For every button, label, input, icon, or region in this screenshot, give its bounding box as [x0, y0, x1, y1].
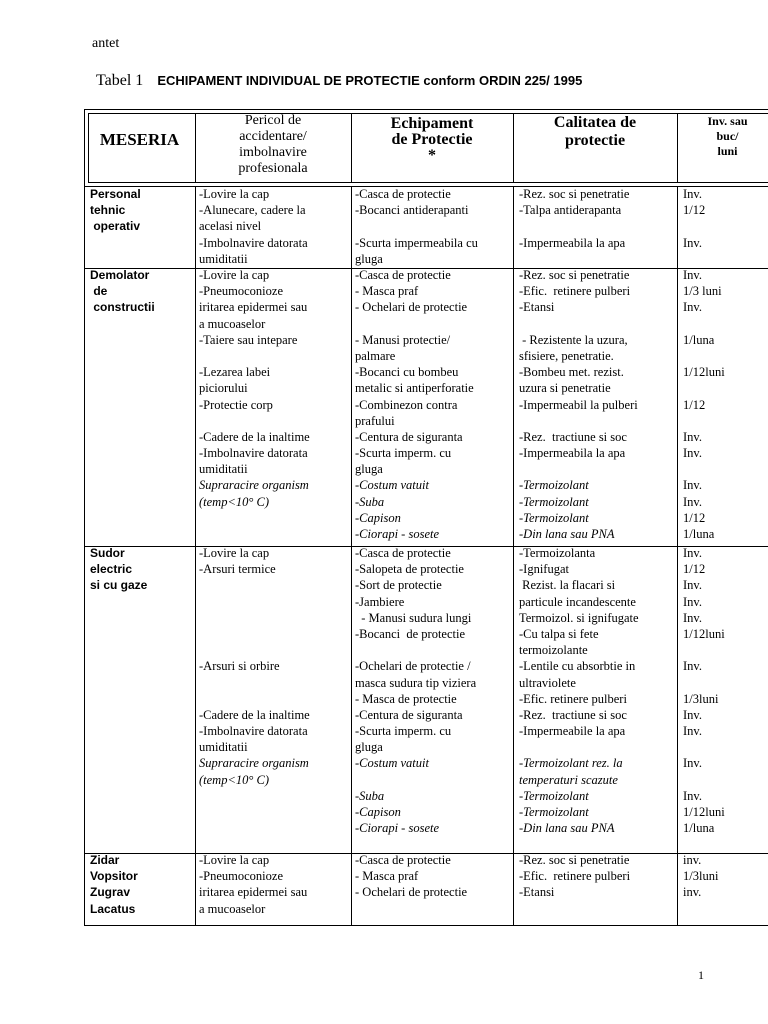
- table-cell-inv: [683, 186, 705, 267]
- cell-line: -Rez. soc si penetratie: [519, 268, 630, 282]
- column-header-pericol-line: profesionala: [238, 161, 308, 176]
- cell-line: Demolator: [90, 268, 150, 282]
- cell-line: uzura si penetratie: [519, 381, 611, 396]
- table-title-text: ECHIPAMENT INDIVIDUAL DE PROTECTIE conform ORDIN 225/ 1995: [157, 73, 583, 88]
- cell-line: [683, 642, 725, 658]
- cell-line: Inv.: [683, 478, 702, 493]
- cell-line: -Scurta imperm. cu: [355, 724, 452, 739]
- cell-line: termoizolante: [519, 643, 588, 658]
- cell-line: iritarea epidermei sau: [199, 300, 308, 315]
- cell-line: -Lezarea labei: [199, 365, 271, 380]
- table-cell-echipament: [355, 852, 467, 917]
- cell-line: -Imbolnavire datorata: [199, 235, 308, 250]
- cell-line: sfisiere, penetratie.: [519, 348, 614, 363]
- cell-line: - Masca praf: [355, 284, 419, 299]
- cell-line: umiditatii: [199, 251, 248, 266]
- cell-line: Rezist. la flacari si: [519, 578, 616, 593]
- cell-line: constructii: [90, 300, 155, 315]
- cell-line: [199, 675, 310, 691]
- cell-line: -Arsuri si orbire: [199, 659, 280, 674]
- cell-line: 1/12luni: [683, 805, 725, 819]
- cell-line: -Rez. tractiune si soc: [519, 429, 627, 444]
- cell-line: [355, 316, 474, 332]
- cell-line: umiditatii: [199, 740, 248, 755]
- cell-line: - Rezistente la uzura,: [519, 332, 628, 347]
- cell-line: [683, 413, 725, 429]
- cell-line: Inv.: [683, 446, 702, 461]
- cell-line: 1/3luni: [683, 869, 719, 884]
- cell-line: -Termoizolant: [519, 788, 589, 803]
- cell-line: -Sort de protectie: [355, 578, 442, 593]
- cell-line: -Rez. soc si penetratie: [519, 187, 630, 201]
- cell-line: Zidar: [90, 853, 120, 867]
- cell-line: -Suba: [355, 788, 385, 803]
- cell-line: -Rez. soc si penetratie: [519, 853, 630, 867]
- column-divider: [677, 187, 678, 925]
- cell-line: -Lovire la cap: [199, 268, 270, 282]
- cell-line: [199, 820, 310, 836]
- cell-line: -Centura de siguranta: [355, 707, 463, 722]
- cell-line: [355, 642, 476, 658]
- cell-line: Inv.: [683, 300, 702, 315]
- cell-line: Inv.: [683, 724, 702, 739]
- cell-line: temperaturi scazute: [519, 772, 618, 787]
- cell-line: -Lovire la cap: [199, 187, 270, 201]
- column-divider: [195, 187, 196, 925]
- cell-line: Termoizol. si ignifugate: [519, 610, 639, 625]
- cell-line: Lacatus: [90, 901, 136, 916]
- cell-line: [519, 316, 638, 332]
- column-header-calitatea-line: Calitatea de: [553, 114, 637, 131]
- cell-line: Inv.: [683, 187, 702, 201]
- cell-line: [683, 461, 725, 477]
- cell-line: -Termoizolant: [519, 494, 589, 509]
- column-header-inv-line: buc/: [716, 129, 739, 143]
- cell-line: [199, 348, 310, 364]
- cell-line: de: [90, 284, 108, 299]
- cell-line: Inv.: [683, 494, 702, 509]
- cell-line: -Combinezon contra: [355, 397, 458, 412]
- column-header-pericol-line: accidentare/: [239, 129, 307, 144]
- table-left-border: [84, 187, 85, 925]
- cell-line: Inv.: [683, 610, 702, 625]
- cell-line: [683, 316, 725, 332]
- cell-line: Sudor: [90, 546, 125, 560]
- cell-line: -Centura de siguranta: [355, 429, 463, 444]
- cell-line: -Impermeabila la apa: [519, 235, 626, 250]
- cell-line: gluga: [355, 251, 383, 266]
- cell-line: [683, 772, 725, 788]
- cell-line: palmare: [355, 348, 396, 363]
- cell-line: 1/luna: [683, 821, 715, 836]
- cell-line: [683, 251, 705, 267]
- cell-line: -Bocanci de protectie: [355, 626, 466, 641]
- cell-line: [519, 218, 629, 234]
- column-header-echipament-line: Echipament: [390, 115, 474, 132]
- column-header-meseria-line: MESERIA: [99, 130, 180, 149]
- table-cell-calitate: [519, 267, 638, 542]
- cell-line: -Din lana sau PNA: [519, 527, 615, 541]
- cell-line: 1/luna: [683, 527, 715, 541]
- cell-line: -Casca de protectie: [355, 268, 451, 282]
- cell-line: -Bombeu met. rezist.: [519, 365, 624, 380]
- page-number: 1: [698, 968, 704, 982]
- cell-line: -Scurta impermeabila cu: [355, 235, 478, 250]
- cell-line: [519, 901, 630, 917]
- cell-line: inv.: [683, 885, 702, 900]
- table-cell-pericol: [199, 186, 308, 267]
- table-number: Tabel 1: [96, 72, 144, 89]
- cell-line: [519, 739, 639, 755]
- cell-line: Vopsitor: [90, 869, 138, 884]
- cell-line: -Efic. retinere pulberi: [519, 869, 631, 884]
- cell-line: -Salopeta de protectie: [355, 562, 464, 577]
- cell-line: -Termoizolant: [519, 510, 589, 525]
- table-cell-calitate: [519, 852, 630, 917]
- cell-line: [519, 251, 629, 267]
- cell-line: -Cu talpa si fete: [519, 626, 599, 641]
- cell-line: -Imbolnavire datorata: [199, 724, 308, 739]
- cell-line: Supraracire organism: [199, 478, 309, 493]
- cell-line: [199, 526, 310, 542]
- cell-line: gluga: [355, 740, 383, 755]
- column-header-calitatea-line: protectie: [564, 132, 626, 149]
- table-cell-echipament: [355, 186, 478, 267]
- cell-line: -Etansi: [519, 300, 555, 315]
- cell-line: -Lovire la cap: [199, 853, 270, 867]
- cell-line: operativ: [90, 219, 141, 234]
- cell-line: -Pneumoconioze: [199, 869, 284, 884]
- table-cell-echipament: [355, 545, 476, 836]
- cell-line: 1/luna: [683, 332, 715, 347]
- table-cell-occupation: [90, 545, 147, 594]
- column-header-echipament-line: *: [428, 147, 436, 164]
- table-cell-inv: [683, 852, 718, 917]
- cell-line: [519, 461, 638, 477]
- cell-line: -Costum vatuit: [355, 756, 429, 771]
- cell-line: - Manusi sudura lungi: [355, 610, 472, 625]
- cell-line: piciorului: [199, 381, 248, 396]
- cell-line: 1/12: [683, 562, 706, 577]
- table-cell-pericol: [199, 545, 310, 836]
- cell-line: Personal: [90, 187, 141, 201]
- cell-line: -Lentile cu absorbtie in: [519, 659, 636, 674]
- cell-line: Inv.: [683, 235, 702, 250]
- cell-line: -Casca de protectie: [355, 546, 451, 560]
- table-cell-pericol: [199, 267, 310, 542]
- cell-line: metalic si antiperforatie: [355, 381, 474, 396]
- cell-line: [199, 788, 310, 804]
- cell-line: -Taiere sau intepare: [199, 332, 298, 347]
- cell-line: [683, 739, 725, 755]
- table-cell-calitate: [519, 545, 639, 836]
- cell-line: particule incandescente: [519, 594, 636, 609]
- cell-line: ultraviolete: [519, 675, 576, 690]
- cell-line: -Ochelari de protectie /: [355, 659, 471, 674]
- cell-line: -Ignifugat: [519, 562, 569, 577]
- cell-line: Zugrav: [90, 885, 131, 900]
- cell-line: -Etansi: [519, 885, 555, 900]
- cell-line: electric: [90, 562, 133, 577]
- cell-line: 1/3 luni: [683, 284, 722, 299]
- cell-line: -Termoizolant rez. la: [519, 756, 623, 771]
- cell-line: -Termoizolanta: [519, 546, 596, 560]
- cell-line: [199, 804, 310, 820]
- cell-line: Inv.: [683, 756, 702, 771]
- cell-line: 1/12luni: [683, 626, 725, 641]
- cell-line: gluga: [355, 462, 383, 477]
- column-header-pericol-line: Pericol de: [244, 113, 302, 128]
- column-header-inv: [677, 114, 768, 159]
- cell-line: 1/12: [683, 203, 706, 218]
- cell-line: -Lovire la cap: [199, 546, 270, 560]
- cell-line: iritarea epidermei sau: [199, 885, 308, 900]
- column-header-inv-line: luni: [717, 144, 738, 158]
- cell-line: tehnic: [90, 203, 126, 218]
- cell-line: [519, 413, 638, 429]
- cell-line: [355, 901, 467, 917]
- cell-line: inv.: [683, 853, 702, 867]
- cell-line: -Scurta imperm. cu: [355, 446, 452, 461]
- cell-line: Inv.: [683, 788, 702, 803]
- cell-line: -Capison: [355, 510, 401, 525]
- cell-line: - Masca praf: [355, 869, 419, 884]
- cell-line: Inv.: [683, 268, 702, 282]
- cell-line: Inv.: [683, 429, 702, 444]
- cell-line: 1/12: [683, 510, 706, 525]
- cell-line: Inv.: [683, 546, 702, 560]
- column-header-inv-line: Inv. sau: [707, 114, 748, 128]
- cell-line: Inv.: [683, 659, 702, 674]
- table-cell-echipament: [355, 267, 474, 542]
- cell-line: -Termoizolant: [519, 478, 589, 493]
- cell-line: 1/12: [683, 397, 706, 412]
- cell-line: - Ochelari de protectie: [355, 300, 468, 315]
- cell-line: -Imbolnavire datorata: [199, 446, 308, 461]
- cell-line: prafului: [355, 413, 395, 428]
- cell-line: si cu gaze: [90, 578, 148, 593]
- cell-line: -Costum vatuit: [355, 478, 429, 493]
- cell-line: - Manusi protectie/: [355, 332, 451, 347]
- cell-line: -Arsuri termice: [199, 562, 276, 577]
- cell-line: Supraracire organism: [199, 756, 309, 771]
- cell-line: -Casca de protectie: [355, 187, 451, 201]
- table-cell-occupation: [90, 267, 155, 316]
- column-divider: [513, 187, 514, 925]
- cell-line: [199, 691, 310, 707]
- cell-line: Inv.: [683, 578, 702, 593]
- cell-line: Inv.: [683, 707, 702, 722]
- cell-line: masca sudura tip viziera: [355, 675, 477, 690]
- cell-line: Inv.: [683, 594, 702, 609]
- cell-line: -Jambiere: [355, 594, 405, 609]
- cell-line: [683, 380, 725, 396]
- cell-line: -Termoizolant: [519, 805, 589, 819]
- cell-line: acelasi nivel: [199, 219, 262, 234]
- table-cell-calitate: [519, 186, 629, 267]
- table-cell-occupation: [90, 852, 138, 917]
- column-header-meseria: [84, 132, 195, 148]
- table-cell-inv: [683, 267, 725, 542]
- cell-line: [683, 218, 705, 234]
- cell-line: [199, 510, 310, 526]
- cell-line: (temp<10° C): [199, 494, 270, 509]
- cell-line: -Capison: [355, 805, 401, 819]
- cell-line: [199, 626, 310, 642]
- cell-line: -Talpa antiderapanta: [519, 203, 622, 218]
- cell-line: umiditatii: [199, 462, 248, 477]
- column-header-echipament-line: de Protectie: [391, 131, 473, 148]
- cell-line: -Impermeabil la pulberi: [519, 397, 638, 412]
- cell-line: [355, 772, 476, 788]
- cell-line: -Casca de protectie: [355, 853, 451, 867]
- cell-line: -Rez. tractiune si soc: [519, 707, 627, 722]
- cell-line: -Protectie corp: [199, 397, 273, 412]
- cell-line: -Ciorapi - sosete: [355, 821, 440, 836]
- cell-line: -Cadere de la inaltime: [199, 429, 310, 444]
- cell-line: [683, 901, 718, 917]
- cell-line: [683, 675, 725, 691]
- table-cell-pericol: [199, 852, 307, 917]
- column-divider: [351, 187, 352, 925]
- table-title: [96, 72, 582, 90]
- cell-line: [355, 218, 478, 234]
- cell-line: -Bocanci antiderapanti: [355, 203, 469, 218]
- cell-line: -Ciorapi - sosete: [355, 527, 440, 541]
- cell-line: -Din lana sau PNA: [519, 821, 615, 836]
- cell-line: - Masca de protectie: [355, 691, 457, 706]
- cell-line: [683, 348, 725, 364]
- cell-line: [199, 577, 310, 593]
- cell-line: 1/12luni: [683, 365, 725, 380]
- cell-line: -Impermeabile la apa: [519, 724, 626, 739]
- cell-line: -Impermeabila la apa: [519, 446, 626, 461]
- cell-line: [199, 594, 310, 610]
- column-header-pericol-line: imbolnavire: [239, 145, 307, 160]
- cell-line: (temp<10° C): [199, 772, 270, 787]
- column-header-echipament: [351, 116, 513, 164]
- cell-line: [199, 610, 310, 626]
- cell-line: [199, 642, 310, 658]
- cell-line: -Pneumoconioze: [199, 284, 284, 299]
- cell-line: a mucoaselor: [199, 316, 266, 331]
- cell-line: -Suba: [355, 494, 385, 509]
- cell-line: -Bocanci cu bombeu: [355, 365, 459, 380]
- cell-line: 1/3luni: [683, 691, 719, 706]
- cell-line: -Efic. retinere pulberi: [519, 691, 627, 706]
- table-cell-occupation: [90, 186, 141, 235]
- cell-line: -Efic. retinere pulberi: [519, 284, 631, 299]
- cell-line: -Alunecare, cadere la: [199, 203, 306, 218]
- column-header-calitatea: [513, 114, 677, 150]
- cell-line: - Ochelari de protectie: [355, 885, 468, 900]
- column-header-pericol: [195, 113, 351, 177]
- cell-line: -Cadere de la inaltime: [199, 707, 310, 722]
- cell-line: a mucoaselor: [199, 901, 266, 916]
- cell-line: [199, 413, 310, 429]
- table-cell-inv: [683, 545, 725, 836]
- header-antet: antet: [92, 36, 120, 51]
- row-divider: [84, 925, 768, 926]
